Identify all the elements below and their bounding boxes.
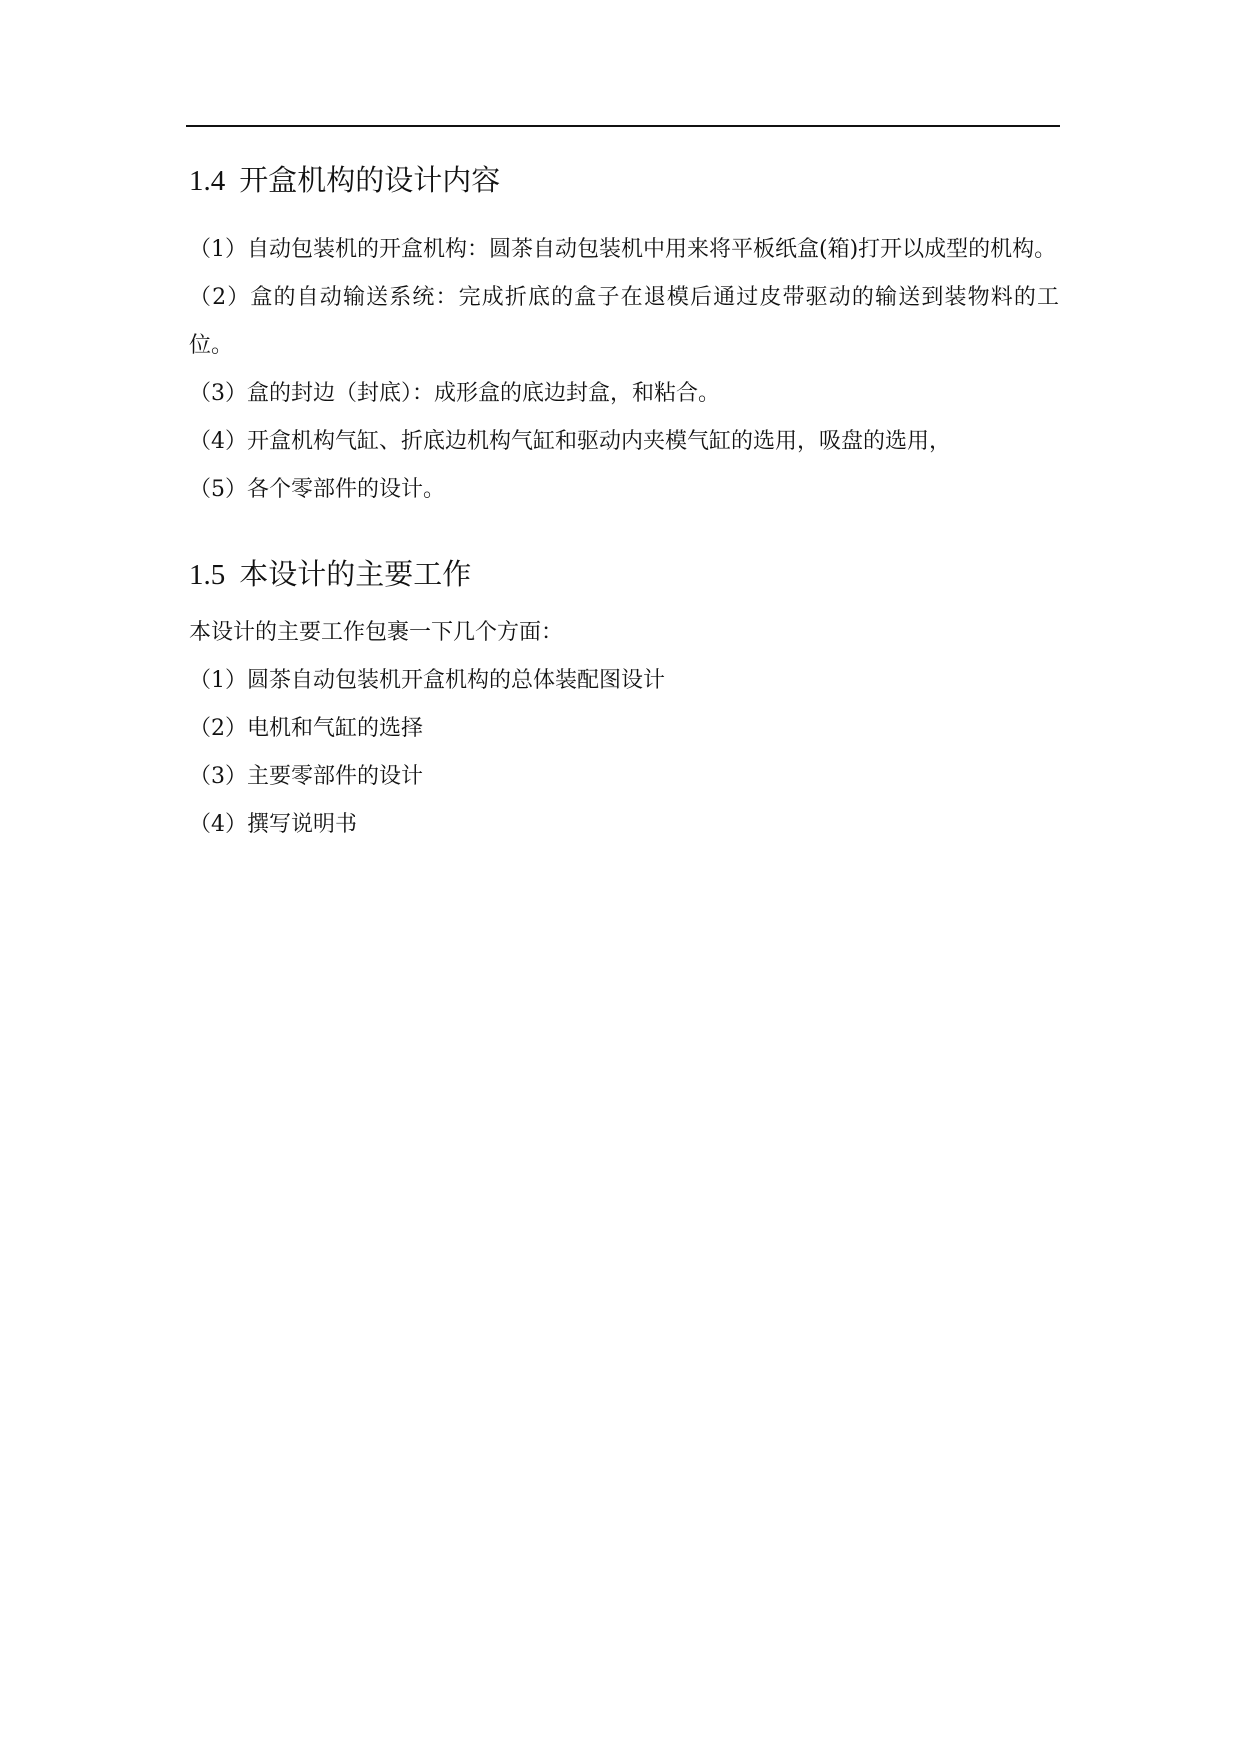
paragraph: （1）自动包装机的开盒机构：圆茶自动包装机中用来将平板纸盒(箱)打开以成型的机构。	[189, 237, 1057, 262]
intro-paragraph: 本设计的主要工作包裹一下几个方面：	[189, 620, 564, 645]
paragraph: （4）开盒机构气缸、折底边机构气缸和驱动内夹模气缸的选用，吸盘的选用，	[189, 429, 951, 454]
section-1-4-body	[189, 226, 1059, 514]
list-item: （4）撰写说明书	[189, 812, 357, 837]
section-number: 1.5	[189, 559, 226, 591]
section-number: 1.4	[189, 165, 226, 197]
list-item: （3）主要零部件的设计	[189, 764, 423, 789]
paragraph: （3）盒的封边（封底）：成形盒的底边封盒，和粘合。	[189, 381, 720, 406]
section-title: 本设计的主要工作	[239, 557, 472, 591]
section-title: 开盒机构的设计内容	[239, 163, 501, 197]
section-1-5-body	[189, 609, 1059, 849]
section-heading-1-5	[189, 554, 1059, 595]
section-heading-1-4	[189, 160, 1059, 201]
document-body	[189, 160, 1059, 849]
list-item: （2）电机和气缸的选择	[189, 716, 423, 741]
paragraph: （5）各个零部件的设计。	[189, 477, 445, 502]
header-rule	[186, 125, 1060, 127]
list-item: （1）圆茶自动包装机开盒机构的总体装配图设计	[189, 668, 665, 693]
paragraph: （2）盒的自动输送系统：完成折底的盒子在退模后通过皮带驱动的输送到装物料的工位。	[189, 285, 1059, 358]
